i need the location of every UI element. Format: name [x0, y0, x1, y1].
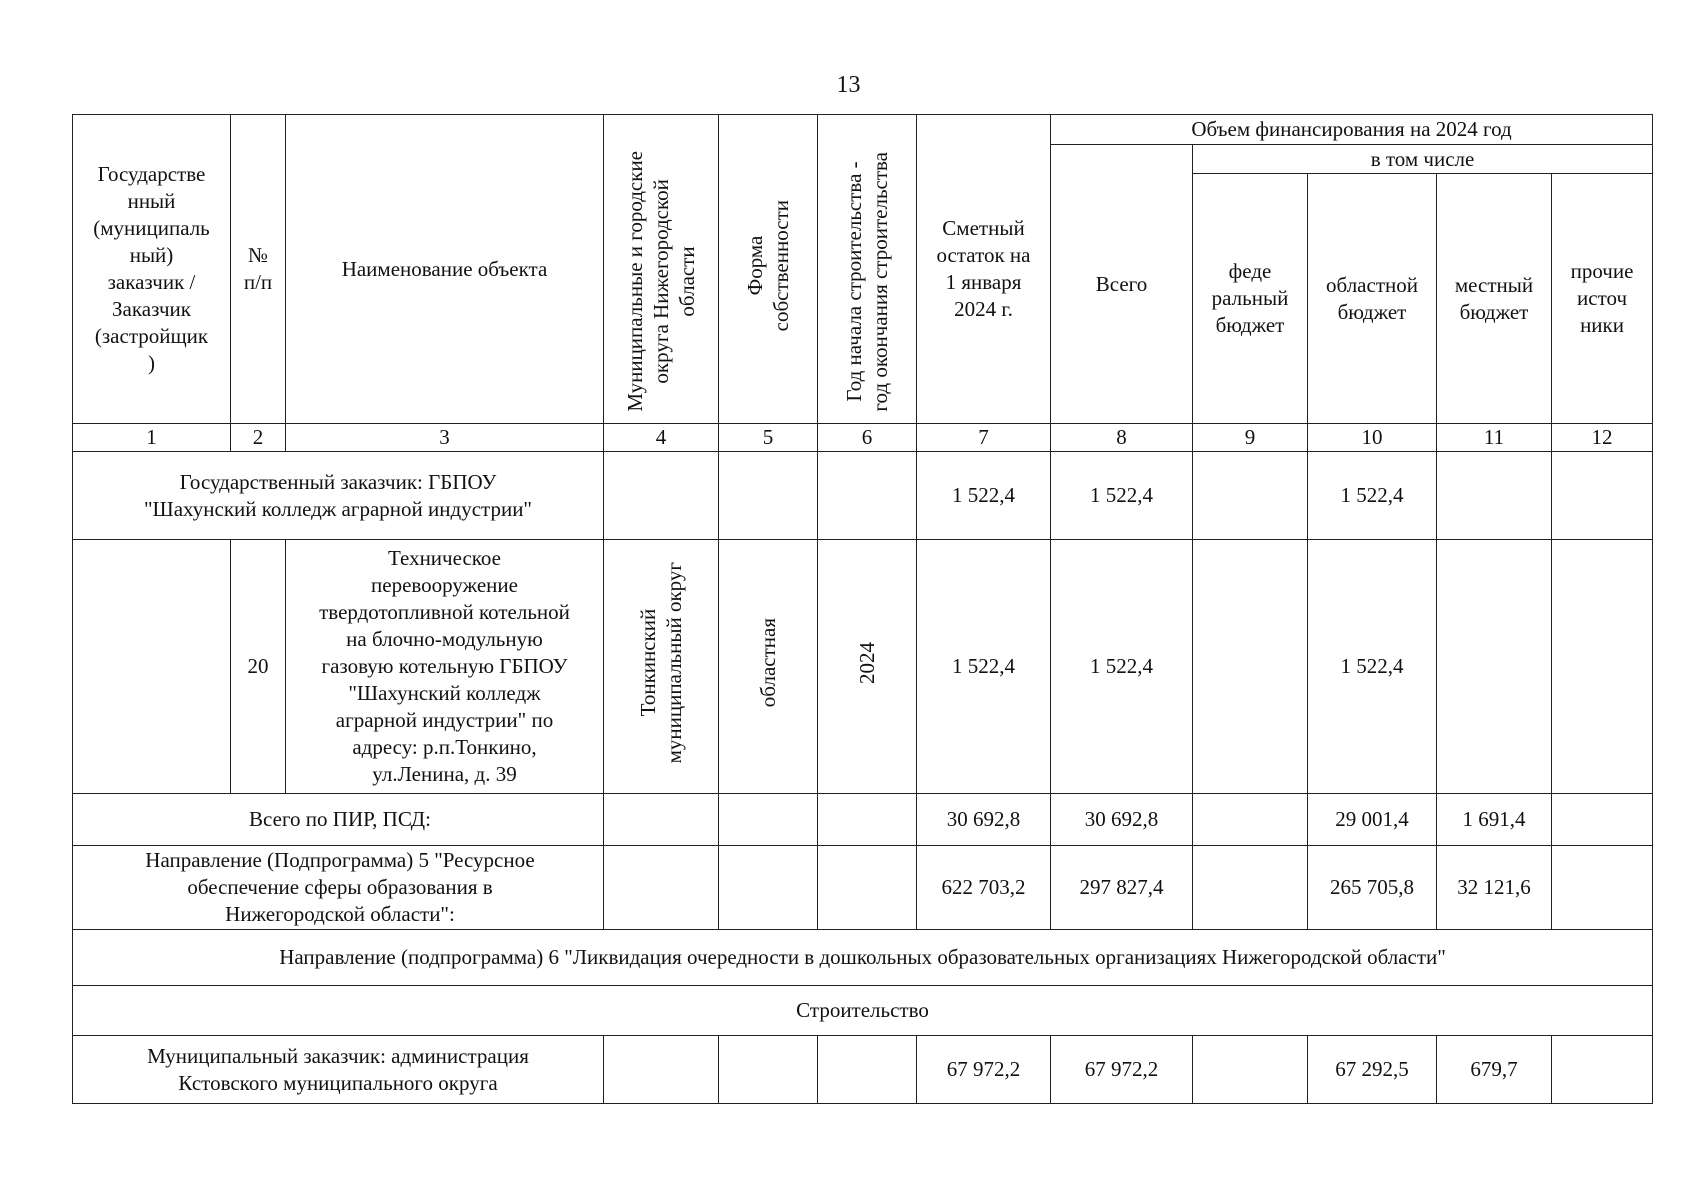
column-numbers-row	[73, 424, 1653, 452]
empty-cell	[604, 1036, 719, 1104]
column-number: 12	[1552, 424, 1653, 452]
column-number: 4	[604, 424, 719, 452]
header-years-text: Год начала строительства - год окончания строительства	[842, 152, 892, 412]
header-estimate-text: Сметный остаток на 1 января 2024 г.	[936, 216, 1031, 321]
estimate-cell: 30 692,8	[917, 794, 1051, 846]
direction-5-label-text: Направление (Подпрограмма) 5 "Ресурсное обеспечение сферы образования в Нижегородской области":	[145, 848, 535, 926]
empty-cell	[818, 846, 917, 930]
object-years-text: 2024	[855, 642, 879, 684]
estimate-cell: 622 703,2	[917, 846, 1051, 930]
other-cell	[1552, 794, 1653, 846]
header-customer-text: Государстве нный (муниципаль ный) заказчик / Заказчик (застройщик )	[93, 162, 210, 375]
empty-cell	[818, 452, 917, 540]
federal-cell	[1193, 452, 1308, 540]
total-cell: 1 522,4	[1051, 452, 1193, 540]
header-regional	[1308, 174, 1437, 424]
header-object-name: Наименование объекта	[286, 115, 604, 424]
direction-6-label: Направление (подпрограмма) 6 "Ликвидация очередности в дошкольных образовательных организациях Нижегородской области"	[73, 930, 1653, 986]
empty-cell	[604, 452, 719, 540]
object-name-text: Техническое перевооружение твердотопливной котельной на блочно-модульную газовую котельную ГБПОУ "Шахунский колледж аграрной индустрии" по адресу: р.п.Тонкино, ул.Ленина, д. 39	[319, 546, 570, 786]
column-number: 7	[917, 424, 1051, 452]
object-ownership-text: областная	[756, 618, 780, 708]
regional-cell: 1 522,4	[1308, 452, 1437, 540]
federal-cell	[1193, 1036, 1308, 1104]
local-cell: 32 121,6	[1437, 846, 1552, 930]
object-name	[286, 540, 604, 794]
customer-kstovo-label-text: Муниципальный заказчик: администрация Кстовского муниципального округа	[147, 1043, 529, 1095]
object-municipal-text: Тонкинский муниципальный округ	[636, 562, 686, 764]
header-estimate	[917, 115, 1051, 424]
estimate-cell: 1 522,4	[917, 540, 1051, 794]
header-municipal	[604, 115, 719, 424]
table-row-customer-gbpou	[73, 452, 1653, 540]
regional-cell: 29 001,4	[1308, 794, 1437, 846]
empty-cell	[719, 452, 818, 540]
header-local	[1437, 174, 1552, 424]
total-pir-label: Всего по ПИР, ПСД:	[73, 794, 604, 846]
empty-cell	[719, 1036, 818, 1104]
federal-cell	[1193, 846, 1308, 930]
total-cell: 30 692,8	[1051, 794, 1193, 846]
regional-cell: 1 522,4	[1308, 540, 1437, 794]
header-num-text: № п/п	[243, 243, 273, 294]
header-including: в том числе	[1193, 145, 1653, 174]
table-row-customer-kstovo	[73, 1036, 1653, 1104]
column-number: 9	[1193, 424, 1308, 452]
header-local-text: местный бюджет	[1454, 272, 1534, 324]
table-row-object-20	[73, 540, 1653, 794]
column-number: 2	[231, 424, 286, 452]
header-municipal-text: Муниципальные и городские округа Нижегородской области	[623, 151, 699, 412]
header-regional-text: областной бюджет	[1326, 272, 1418, 324]
federal-cell	[1193, 540, 1308, 794]
empty-cell	[818, 794, 917, 846]
regional-cell: 265 705,8	[1308, 846, 1437, 930]
customer-kstovo-label	[73, 1036, 604, 1104]
construction-label: Строительство	[73, 986, 1653, 1036]
other-cell	[1552, 452, 1653, 540]
header-ownership	[719, 115, 818, 424]
customer-gbpou-label-text: Государственный заказчик: ГБПОУ "Шахунский колледж аграрной индустрии"	[143, 469, 533, 521]
column-number: 8	[1051, 424, 1193, 452]
page-number: 13	[836, 72, 861, 98]
column-number: 1	[73, 424, 231, 452]
other-cell	[1552, 540, 1653, 794]
header-years	[818, 115, 917, 424]
total-cell: 67 972,2	[1051, 1036, 1193, 1104]
local-cell: 679,7	[1437, 1036, 1552, 1104]
empty-cell	[719, 846, 818, 930]
header-ownership-text: Форма собственности	[743, 199, 793, 332]
regional-cell: 67 292,5	[1308, 1036, 1437, 1104]
object-municipal	[604, 540, 719, 794]
local-cell	[1437, 540, 1552, 794]
header-other	[1552, 174, 1653, 424]
header-federal-text: феде ральный бюджет	[1211, 259, 1289, 337]
empty-cell	[818, 1036, 917, 1104]
table-row-total-pir	[73, 794, 1653, 846]
header-other-text: прочие источ ники	[1570, 259, 1634, 337]
customer-gbpou-label	[73, 452, 604, 540]
object-ownership	[719, 540, 818, 794]
federal-cell	[1193, 794, 1308, 846]
header-funding-title: Объем финансирования на 2024 год	[1051, 115, 1653, 145]
empty-cell	[73, 540, 231, 794]
header-total: Всего	[1051, 145, 1193, 424]
column-number: 5	[719, 424, 818, 452]
header-num	[231, 115, 286, 424]
column-number: 10	[1308, 424, 1437, 452]
column-number: 6	[818, 424, 917, 452]
header-customer	[73, 115, 231, 424]
empty-cell	[604, 794, 719, 846]
financing-table	[72, 114, 1653, 1104]
object-num: 20	[231, 540, 286, 794]
total-cell: 297 827,4	[1051, 846, 1193, 930]
total-cell: 1 522,4	[1051, 540, 1193, 794]
local-cell	[1437, 452, 1552, 540]
empty-cell	[604, 846, 719, 930]
estimate-cell: 1 522,4	[917, 452, 1051, 540]
table-row-direction-5	[73, 846, 1653, 930]
header-federal	[1193, 174, 1308, 424]
object-years	[818, 540, 917, 794]
direction-5-label	[73, 846, 604, 930]
table-row-construction	[73, 986, 1653, 1036]
other-cell	[1552, 1036, 1653, 1104]
local-cell: 1 691,4	[1437, 794, 1552, 846]
column-number: 11	[1437, 424, 1552, 452]
empty-cell	[719, 794, 818, 846]
estimate-cell: 67 972,2	[917, 1036, 1051, 1104]
other-cell	[1552, 846, 1653, 930]
column-number: 3	[286, 424, 604, 452]
table-row-direction-6	[73, 930, 1653, 986]
